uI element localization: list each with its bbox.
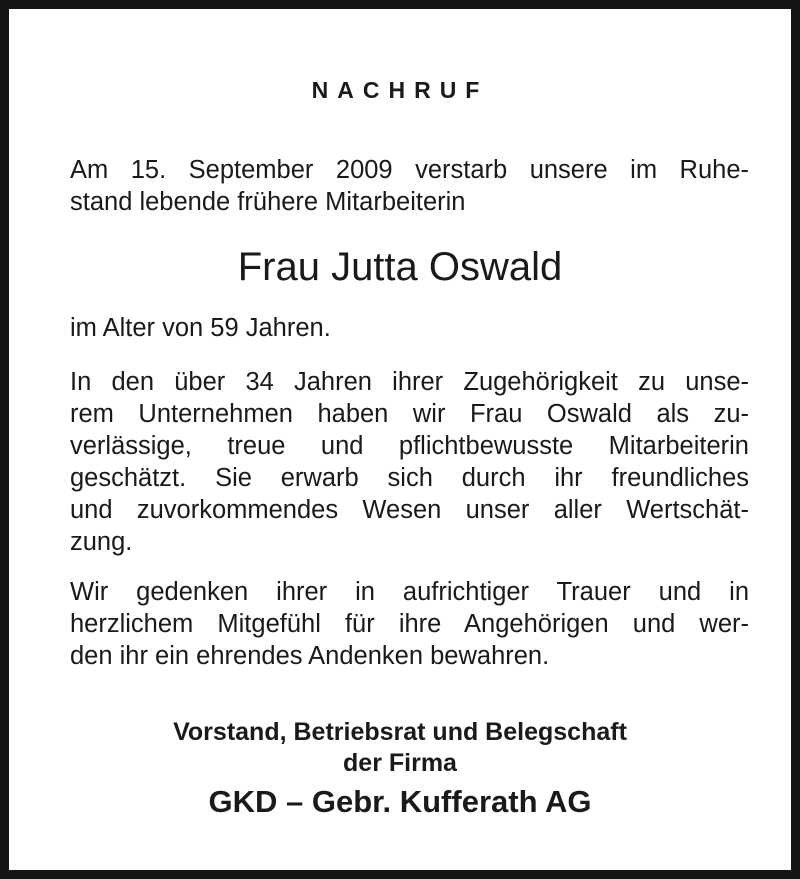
- company-name: GKD – Gebr. Kufferath AG: [208, 784, 592, 819]
- signature-line-1: Vorstand, Betriebsrat und Belegschaft: [173, 718, 627, 746]
- tribute-line: zung.: [70, 528, 133, 556]
- tribute-line: geschätzt. Sie erwarb sich durch ihr freundliches: [70, 464, 749, 492]
- tribute-paragraph: [70, 366, 749, 558]
- tribute-line: In den über 34 Jahren ihrer Zugehörigkeit zu unse-: [70, 368, 749, 396]
- remembrance-paragraph: [70, 576, 749, 672]
- intro-line: stand lebende frühere Mitarbeiterin: [70, 188, 466, 216]
- tribute-line: rem Unternehmen haben wir Frau Oswald als zu-: [70, 400, 749, 428]
- age-line: im Alter von 59 Jahren.: [70, 314, 331, 342]
- intro-line: Am 15. September 2009 verstarb unsere im Ruhe-: [70, 156, 749, 184]
- remembrance-line: Wir gedenken ihrer in aufrichtiger Trauer und in: [70, 578, 749, 606]
- tribute-line: verlässige, treue und pflichtbewusste Mitarbeiterin: [70, 432, 749, 460]
- age-paragraph: [70, 312, 749, 344]
- deceased-name: Frau Jutta Oswald: [237, 245, 563, 289]
- remembrance-line: herzlichem Mitgefühl für ihre Angehörigen und wer-: [70, 610, 749, 638]
- remembrance-line: den ihr ein ehrendes Andenken bewahren.: [70, 642, 550, 670]
- signature-line-2: der Firma: [343, 749, 457, 777]
- tribute-line: und zuvorkommendes Wesen unser aller Wertschät-: [70, 496, 749, 524]
- intro-paragraph: [70, 154, 749, 218]
- notice-heading: NACHRUF: [311, 77, 489, 103]
